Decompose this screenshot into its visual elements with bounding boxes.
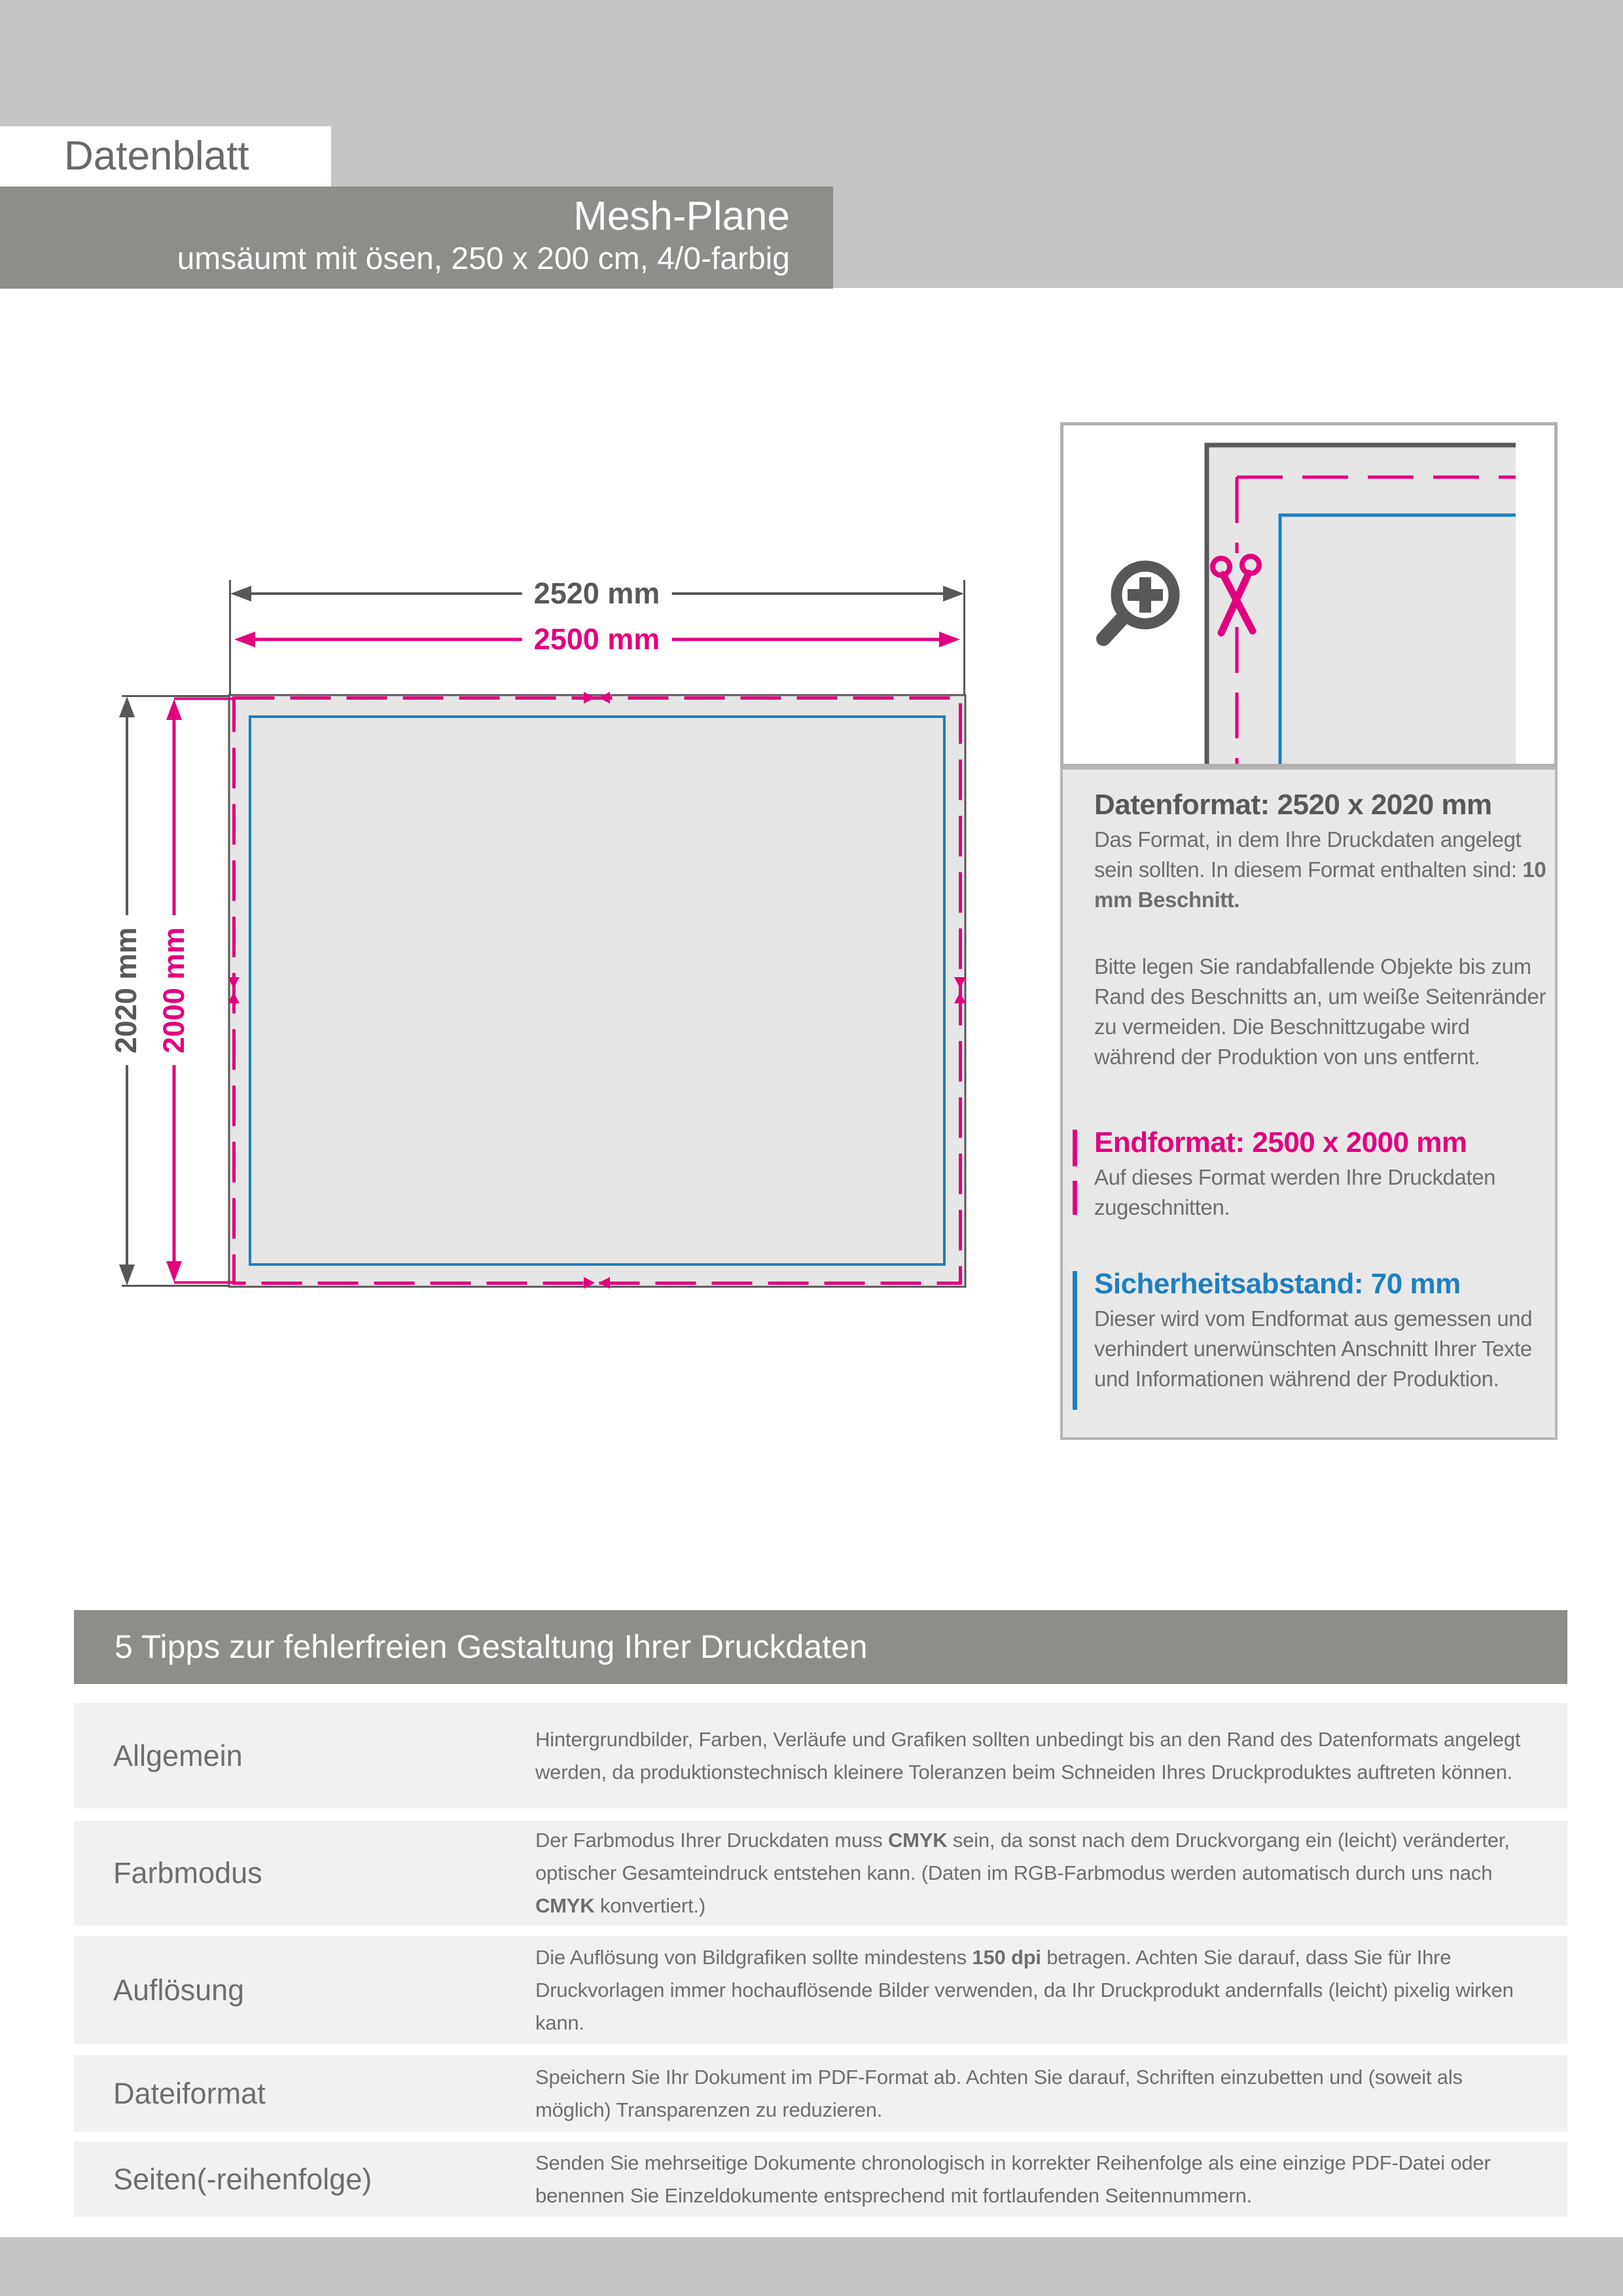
datenformat-body-1: Das Format, in dem Ihre Druckdaten angelegt sein sollten. In diesem Format enthalten sind: 10 mm Beschnitt. [1094,827,1546,912]
bleed-box [229,695,965,1287]
tip-row-dateiformat [74,2055,1567,2132]
endformat-body: Auf dieses Format werden Ihre Druckdaten zugeschnitten. [1094,1165,1496,1219]
magnifier-zoom-icon [1103,566,1174,639]
safety-accent-bar [1073,1271,1077,1410]
safety-section [1094,1268,1552,1394]
datenformat-section [1094,789,1552,1072]
datenformat-body-2: Bitte legen Sie randabfallende Objekte bis zum Rand des Beschnitts an, um weiße Seitenränder zu vermeiden. Die Beschnittzugabe wird während der Produktion von uns entfernt. [1094,954,1546,1069]
dim-label-trim-height: 2000 mm [156,916,192,1066]
tip-row-allgemein [74,1703,1567,1808]
endformat-accent-bar [1073,1130,1077,1215]
footer-band [0,2237,1623,2296]
dim-label-outer-height: 2020 mm [108,916,145,1066]
page-title: Datenblatt [64,134,249,179]
safety-title: Sicherheitsabstand: 70 mm [1094,1268,1461,1300]
banner-title: Mesh-Plane [573,194,790,239]
banner-subtitle: umsäumt mit ösen, 250 x 200 cm, 4/0-farbig [177,242,790,276]
tip-row-farbmodus [74,1821,1567,1926]
safety-body: Dieser wird vom Endformat aus gemessen und verhindert unerwünschten Anschnitt Ihrer Texte und Informationen während der Produktion. [1094,1306,1533,1391]
endformat-section [1094,1127,1552,1223]
tip-label: Auflösung [113,1973,245,2007]
endformat-title: Endformat: 2500 x 2000 mm [1094,1126,1467,1158]
datenformat-title: Datenformat: 2520 x 2020 mm [1094,789,1492,821]
tip-text: Hintergrundbilder, Farben, Verläufe und Grafiken sollten unbedingt bis an den Rand des Datenformats angelegt werden, da produktionstechnisch kleinere Toleranzen beim Schneiden Ihres Druckproduktes auftreten können. [535,1727,1521,1784]
tip-label: Seiten(-reihenfolge) [113,2162,372,2196]
tip-text: Speichern Sie Ihr Dokument im PDF-Format ab. Achten Sie darauf, Schriften einzubetten und (soweit als möglich) Transparenzen zu reduzieren. [535,2065,1463,2121]
tip-label: Farbmodus [113,1856,262,1890]
tip-row-aufloesung [74,1936,1567,2044]
tip-label: Allgemein [113,1738,243,1772]
tip-row-seitenreihenfolge [74,2142,1567,2217]
dim-label-outer-width: 2520 mm [522,575,672,612]
dim-label-trim-width: 2500 mm [522,621,672,658]
tip-text: Die Auflösung von Bildgrafiken sollte mindestens 150 dpi betragen. Achten Sie darauf, dass Sie für Ihre Druckvorlagen immer hochauflösende Bilder verwenden, da Ihr Druckprodukt andernfalls (leicht) pixelig wirken kann. [535,1945,1514,2034]
tip-text: Der Farbmodus Ihrer Druckdaten muss CMYK sein, da sonst nach dem Druckvorgang ein (leicht) veränderter, optischer Gesamteindruck entstehen kann. (Daten im RGB-Farbmodus werden automatisch durch uns nach CMYK konvertiert.) [535,1829,1510,1917]
tip-label: Dateiformat [113,2076,266,2110]
tips-heading: 5 Tipps zur fehlerfreien Gestaltung Ihrer Druckdaten [74,1610,1567,1684]
tip-text: Senden Sie mehrseitige Dokumente chronologisch in korrekter Reihenfolge als eine einzige PDF-Datei oder benennen Sie Einzeldokumente entsprechend mit fortlaufenden Seitennummern. [535,2151,1491,2207]
detail-corner-diagram [1103,445,1516,764]
